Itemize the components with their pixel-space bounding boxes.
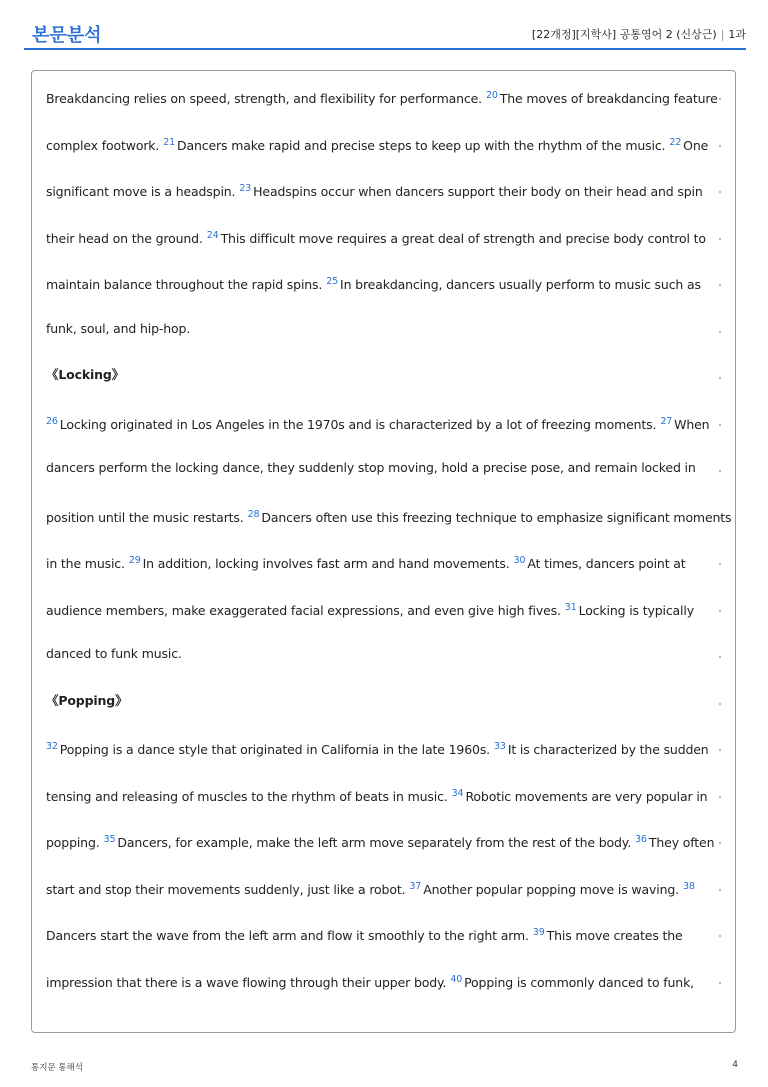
text-line — [46, 685, 722, 732]
sentence-number: 34 — [451, 787, 464, 799]
text-line — [46, 545, 722, 592]
text-line — [46, 406, 722, 453]
text-line — [46, 778, 722, 825]
section-heading: 《Popping》 — [46, 692, 128, 708]
sentence-number: 24 — [206, 229, 219, 241]
sentence-text: Breakdancing relies on speed, strength, and flexibility for performance. — [46, 91, 482, 106]
footer-label: 통지문 통해석 — [31, 1063, 83, 1073]
sentence-number: 22 — [669, 136, 682, 148]
text-line — [46, 127, 722, 174]
text-line — [46, 964, 722, 1011]
text-line — [46, 173, 722, 220]
sentence-text: Robotic movements are very popular in — [465, 788, 708, 804]
sentence-number: 31 — [564, 601, 577, 613]
sentence-text: dancers perform the locking dance, they suddenly stop moving, hold a precise pose, and remain locked in — [46, 460, 696, 475]
sentence-text: complex footwork. — [46, 137, 160, 153]
sentence-number: 23 — [239, 183, 252, 194]
sentence-number: 25 — [326, 276, 339, 287]
sentence-text: Headspins occur when dancers support their body on their head and spin — [253, 184, 703, 199]
text-line — [46, 824, 722, 871]
text-line — [46, 592, 722, 639]
text-line — [46, 871, 722, 918]
sentence-text: In breakdancing, dancers usually perform to music such as — [340, 277, 701, 292]
sentence-text: It is characterized by the sudden — [507, 742, 709, 757]
sentence-text: start and stop their movements suddenly, just like a robot. — [46, 881, 406, 897]
sentence-number: 37 — [409, 880, 422, 892]
header-separator: | — [720, 28, 725, 41]
sentence-text: Locking is typically — [578, 602, 694, 618]
sentence-number: 36 — [635, 834, 647, 845]
sentence-text: maintain balance throughout the rapid spins. — [46, 277, 323, 292]
sentence-text: The moves of breakdancing feature — [499, 91, 718, 106]
sentence-number: 38 — [682, 880, 695, 892]
text-line — [46, 499, 732, 546]
sentence-text: popping. — [46, 835, 100, 850]
sentence-number: 35 — [103, 834, 116, 845]
text-line — [46, 80, 722, 127]
sentence-number: 32 — [46, 741, 58, 752]
sentence-text: impression that there is a wave flowing through their upper body. — [46, 974, 447, 990]
sentence-text: Locking originated in Los Angeles in the 1970s and is characterized by a lot of freezing moments. — [59, 416, 657, 432]
sentence-text: danced to funk music. — [46, 646, 182, 661]
sentence-text: Dancers, for example, make the left arm move separately from the rest of the body. — [117, 835, 632, 850]
sentence-text: significant move is a headspin. — [46, 184, 236, 199]
sentence-text: Dancers start the wave from the left arm and flow it smoothly to the right arm. — [46, 928, 529, 943]
lesson-label: 1과 — [728, 28, 746, 41]
sentence-text: One — [683, 137, 709, 153]
sentence-text: Dancers often use this freezing technique to emphasize significant moments — [261, 509, 732, 525]
sentence-text: This move creates the — [546, 928, 683, 943]
sentence-text: Another popular popping move is waving. — [423, 881, 679, 897]
sentence-number: 40 — [450, 973, 463, 985]
page-title: 본문분석 — [32, 25, 102, 46]
textbook-info — [532, 26, 746, 42]
sentence-number: 21 — [163, 136, 176, 148]
sentence-number: 26 — [46, 415, 58, 427]
sentence-text: funk, soul, and hip-hop. — [46, 320, 191, 336]
textbook-title: [22개정][지학사] 공통영어 2 (신상근) — [531, 28, 717, 41]
text-line — [46, 266, 722, 313]
sentence-text: They often — [648, 835, 715, 850]
page-header — [24, 18, 746, 50]
section-heading: 《Locking》 — [46, 367, 125, 382]
sentence-number: 33 — [494, 741, 506, 752]
sentence-text: Popping is a dance style that originated in California in the late 1960s. — [59, 742, 491, 757]
sentence-text: their head on the ground. — [46, 230, 203, 246]
text-line — [46, 917, 722, 964]
text-line — [46, 220, 722, 267]
sentence-text: Dancers make rapid and precise steps to keep up with the rhythm of the music. — [177, 137, 666, 153]
sentence-number: 29 — [128, 555, 141, 566]
sentence-text: At times, dancers point at — [527, 556, 686, 571]
sentence-text: position until the music restarts. — [46, 509, 244, 525]
sentence-text: This difficult move requires a great deal of strength and precise body control to — [220, 230, 706, 246]
sentence-number: 28 — [247, 508, 260, 520]
text-line — [46, 638, 722, 685]
text-line — [46, 731, 722, 778]
page-number: 4 — [732, 1060, 738, 1070]
text-line — [46, 313, 722, 360]
sentence-number: 39 — [532, 927, 545, 938]
sentence-text: Popping is commonly danced to funk, — [464, 974, 694, 990]
sentence-text: When — [674, 416, 710, 432]
text-line — [46, 452, 722, 499]
sentence-text: in the music. — [46, 556, 125, 571]
sentence-text: In addition, locking involves fast arm and hand movements. — [142, 556, 510, 571]
sentence-number: 27 — [660, 415, 673, 427]
sentence-text: audience members, make exaggerated facial expressions, and even give high fives. — [46, 602, 561, 618]
sentence-number: 30 — [513, 555, 526, 566]
text-line — [46, 359, 722, 406]
passage-text — [46, 80, 732, 1010]
sentence-number: 20 — [485, 90, 498, 101]
sentence-text: tensing and releasing of muscles to the rhythm of beats in music. — [46, 788, 448, 804]
